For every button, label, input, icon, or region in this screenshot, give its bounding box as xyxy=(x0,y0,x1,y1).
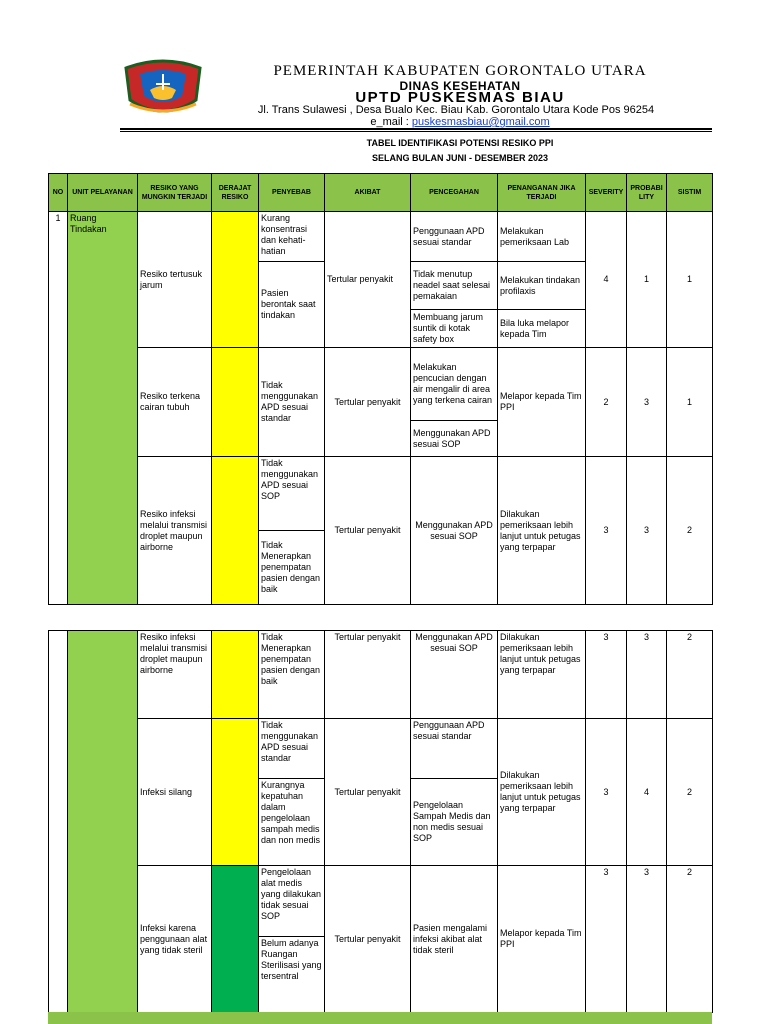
risk-level-cell xyxy=(212,348,259,457)
prevention-text: Membuang jarum suntik di kotak safety box xyxy=(411,310,498,348)
header-penanganan: PENANGANAN JIKA TERJADI xyxy=(498,174,586,212)
risk-level-cell xyxy=(212,719,259,866)
table-footer-band xyxy=(48,1012,712,1024)
handling-text: Melapor kepada Tim PPI xyxy=(498,348,586,457)
header-unit: UNIT PELAYANAN xyxy=(68,174,138,212)
severity-value: 3 xyxy=(586,631,627,719)
risk-text: Resiko tertusuk jarum xyxy=(138,212,212,348)
probability-value: 3 xyxy=(627,457,667,605)
cause-text: Tidak menggunakan APD sesuai SOP xyxy=(259,457,325,531)
header-probability: PROBABI LITY xyxy=(627,174,667,212)
severity-value: 3 xyxy=(586,866,627,1013)
effect-text: Tertular penyakit xyxy=(325,457,411,605)
institution-name: UPTD PUSKESMAS BIAU xyxy=(355,89,565,106)
risk-text: Resiko infeksi melalui transmisi droplet maupun airborne xyxy=(138,457,212,605)
effect-text: Tertular penyakit xyxy=(325,719,411,866)
table-section-bottom xyxy=(0,632,768,1024)
prevention-text: Melakukan pencucian dengan air mengalir di area yang terkena cairan xyxy=(411,348,498,421)
table-title: TABEL IDENTIFIKASI POTENSI RESIKO PPI xyxy=(366,138,554,148)
effect-text: Tertular penyakit xyxy=(325,212,411,348)
handling-text: Dilakukan pemeriksaan lebih lanjut untuk petugas yang terpapar xyxy=(498,457,586,605)
prevention-text: Menggunakan APD sesuai SOP xyxy=(411,457,498,605)
handling-text: Bila luka melapor kepada Tim xyxy=(498,310,586,348)
table-row xyxy=(49,631,713,719)
row-number-cont xyxy=(49,631,68,1013)
risk-level-cell xyxy=(212,866,259,1013)
system-value: 1 xyxy=(667,348,713,457)
probability-value: 4 xyxy=(627,719,667,866)
effect-text: Tertular penyakit xyxy=(325,348,411,457)
cause-text: Kurang konsentrasi dan kehati-hatian xyxy=(259,212,325,262)
header-resiko: RESIKO YANG MUNGKIN TERJADI xyxy=(138,174,212,212)
handling-text: Melakukan tindakan profilaxis xyxy=(498,262,586,310)
table-row xyxy=(49,866,713,937)
probability-value: 3 xyxy=(627,348,667,457)
severity-value: 4 xyxy=(586,212,627,348)
header-akibat: AKIBAT xyxy=(325,174,411,212)
risk-table-continued xyxy=(48,630,713,1013)
risk-text: Infeksi silang xyxy=(138,719,212,866)
system-value: 2 xyxy=(667,631,713,719)
system-value: 2 xyxy=(667,866,713,1013)
effect-text: Tertular penyakit xyxy=(325,631,411,719)
prevention-text: Penggunaan APD sesuai standar xyxy=(411,719,498,779)
email-label: e_mail : xyxy=(370,116,412,128)
cause-text: Tidak menggunakan APD sesuai standar xyxy=(259,719,325,779)
cause-text: Tidak Menerapkan penempatan pasien dengan baik xyxy=(259,531,325,605)
handling-text: Dilakukan pemeriksaan lebih lanjut untuk petugas yang terpapar xyxy=(498,631,586,719)
table-row xyxy=(49,457,713,531)
system-value: 1 xyxy=(667,212,713,348)
table-row xyxy=(49,719,713,779)
header-penyebab: PENYEBAB xyxy=(259,174,325,212)
unit-cell-cont xyxy=(68,631,138,1013)
handling-text: Melapor kepada Tim PPI xyxy=(498,866,586,1013)
address: Jl. Trans Sulawesi , Desa Bualo Kec. Biau Kab. Gorontalo Utara Kode Pos 96254 xyxy=(257,104,655,116)
handling-text: Dilakukan pemeriksaan lebih lanjut untuk petugas yang terpapar xyxy=(498,719,586,866)
prevention-text: Menggunakan APD sesuai SOP xyxy=(411,631,498,719)
cause-text: Pasien berontak saat tindakan xyxy=(259,262,325,348)
cause-text: Pengelolaan alat medis yang dilakukan tidak sesuai SOP xyxy=(259,866,325,937)
risk-level-cell xyxy=(212,631,259,719)
row-number: 1 xyxy=(49,212,68,605)
table-row xyxy=(49,212,713,262)
header-severity: SEVERITY xyxy=(586,174,627,212)
header-sistim: SISTIM xyxy=(667,174,713,212)
table-subtitle: SELANG BULAN JUNI - DESEMBER 2023 xyxy=(371,153,549,163)
system-value: 2 xyxy=(667,719,713,866)
table-header-row xyxy=(49,174,713,212)
risk-level-cell xyxy=(212,457,259,605)
effect-text: Tertular penyakit xyxy=(325,866,411,1013)
prevention-text: Menggunakan APD sesuai SOP xyxy=(411,421,498,457)
risk-text: Resiko infeksi melalui transmisi droplet maupun airborne xyxy=(138,631,212,719)
prevention-text: Penggunaan APD sesuai standar xyxy=(411,212,498,262)
handling-text: Melakukan pemeriksaan Lab xyxy=(498,212,586,262)
probability-value: 3 xyxy=(627,866,667,1013)
cause-text: Belum adanya Ruangan Sterilisasi yang tersentral xyxy=(259,937,325,1013)
header-derajat: DERAJAT RESIKO xyxy=(212,174,259,212)
severity-value: 3 xyxy=(586,457,627,605)
unit-name: Ruang Tindakan xyxy=(68,212,138,605)
severity-value: 3 xyxy=(586,719,627,866)
prevention-text: Pasien mengalami infeksi akibat alat tidak steril xyxy=(411,866,498,1013)
prevention-text: Tidak menutup neadel saat selesai pemakaian xyxy=(411,262,498,310)
risk-text: Resiko terkena cairan tubuh xyxy=(138,348,212,457)
cause-text: Kurangnya kepatuhan dalam pengelolaan sampah medis dan non medis xyxy=(259,779,325,866)
agency-name: DINAS KESEHATAN xyxy=(399,79,521,93)
risk-table xyxy=(48,173,713,605)
government-name: PEMERINTAH KABUPATEN GORONTALO UTARA xyxy=(273,63,647,79)
table-row xyxy=(49,348,713,421)
probability-value: 3 xyxy=(627,631,667,719)
prevention-text: Pengelolaan Sampah Medis dan non medis sesuai SOP xyxy=(411,779,498,866)
header-pencegahan: PENCEGAHAN xyxy=(411,174,498,212)
risk-text: Infeksi karena penggunaan alat yang tidak steril xyxy=(138,866,212,1013)
risk-level-cell xyxy=(212,212,259,348)
system-value: 2 xyxy=(667,457,713,605)
email-link[interactable]: puskesmasbiau@gmail.com xyxy=(411,116,550,128)
cause-text: Tidak menggunakan APD sesuai standar xyxy=(259,348,325,457)
header-no: NO xyxy=(49,174,68,212)
probability-value: 1 xyxy=(627,212,667,348)
severity-value: 2 xyxy=(586,348,627,457)
cause-text: Tidak Menerapkan penempatan pasien dengan baik xyxy=(259,631,325,719)
